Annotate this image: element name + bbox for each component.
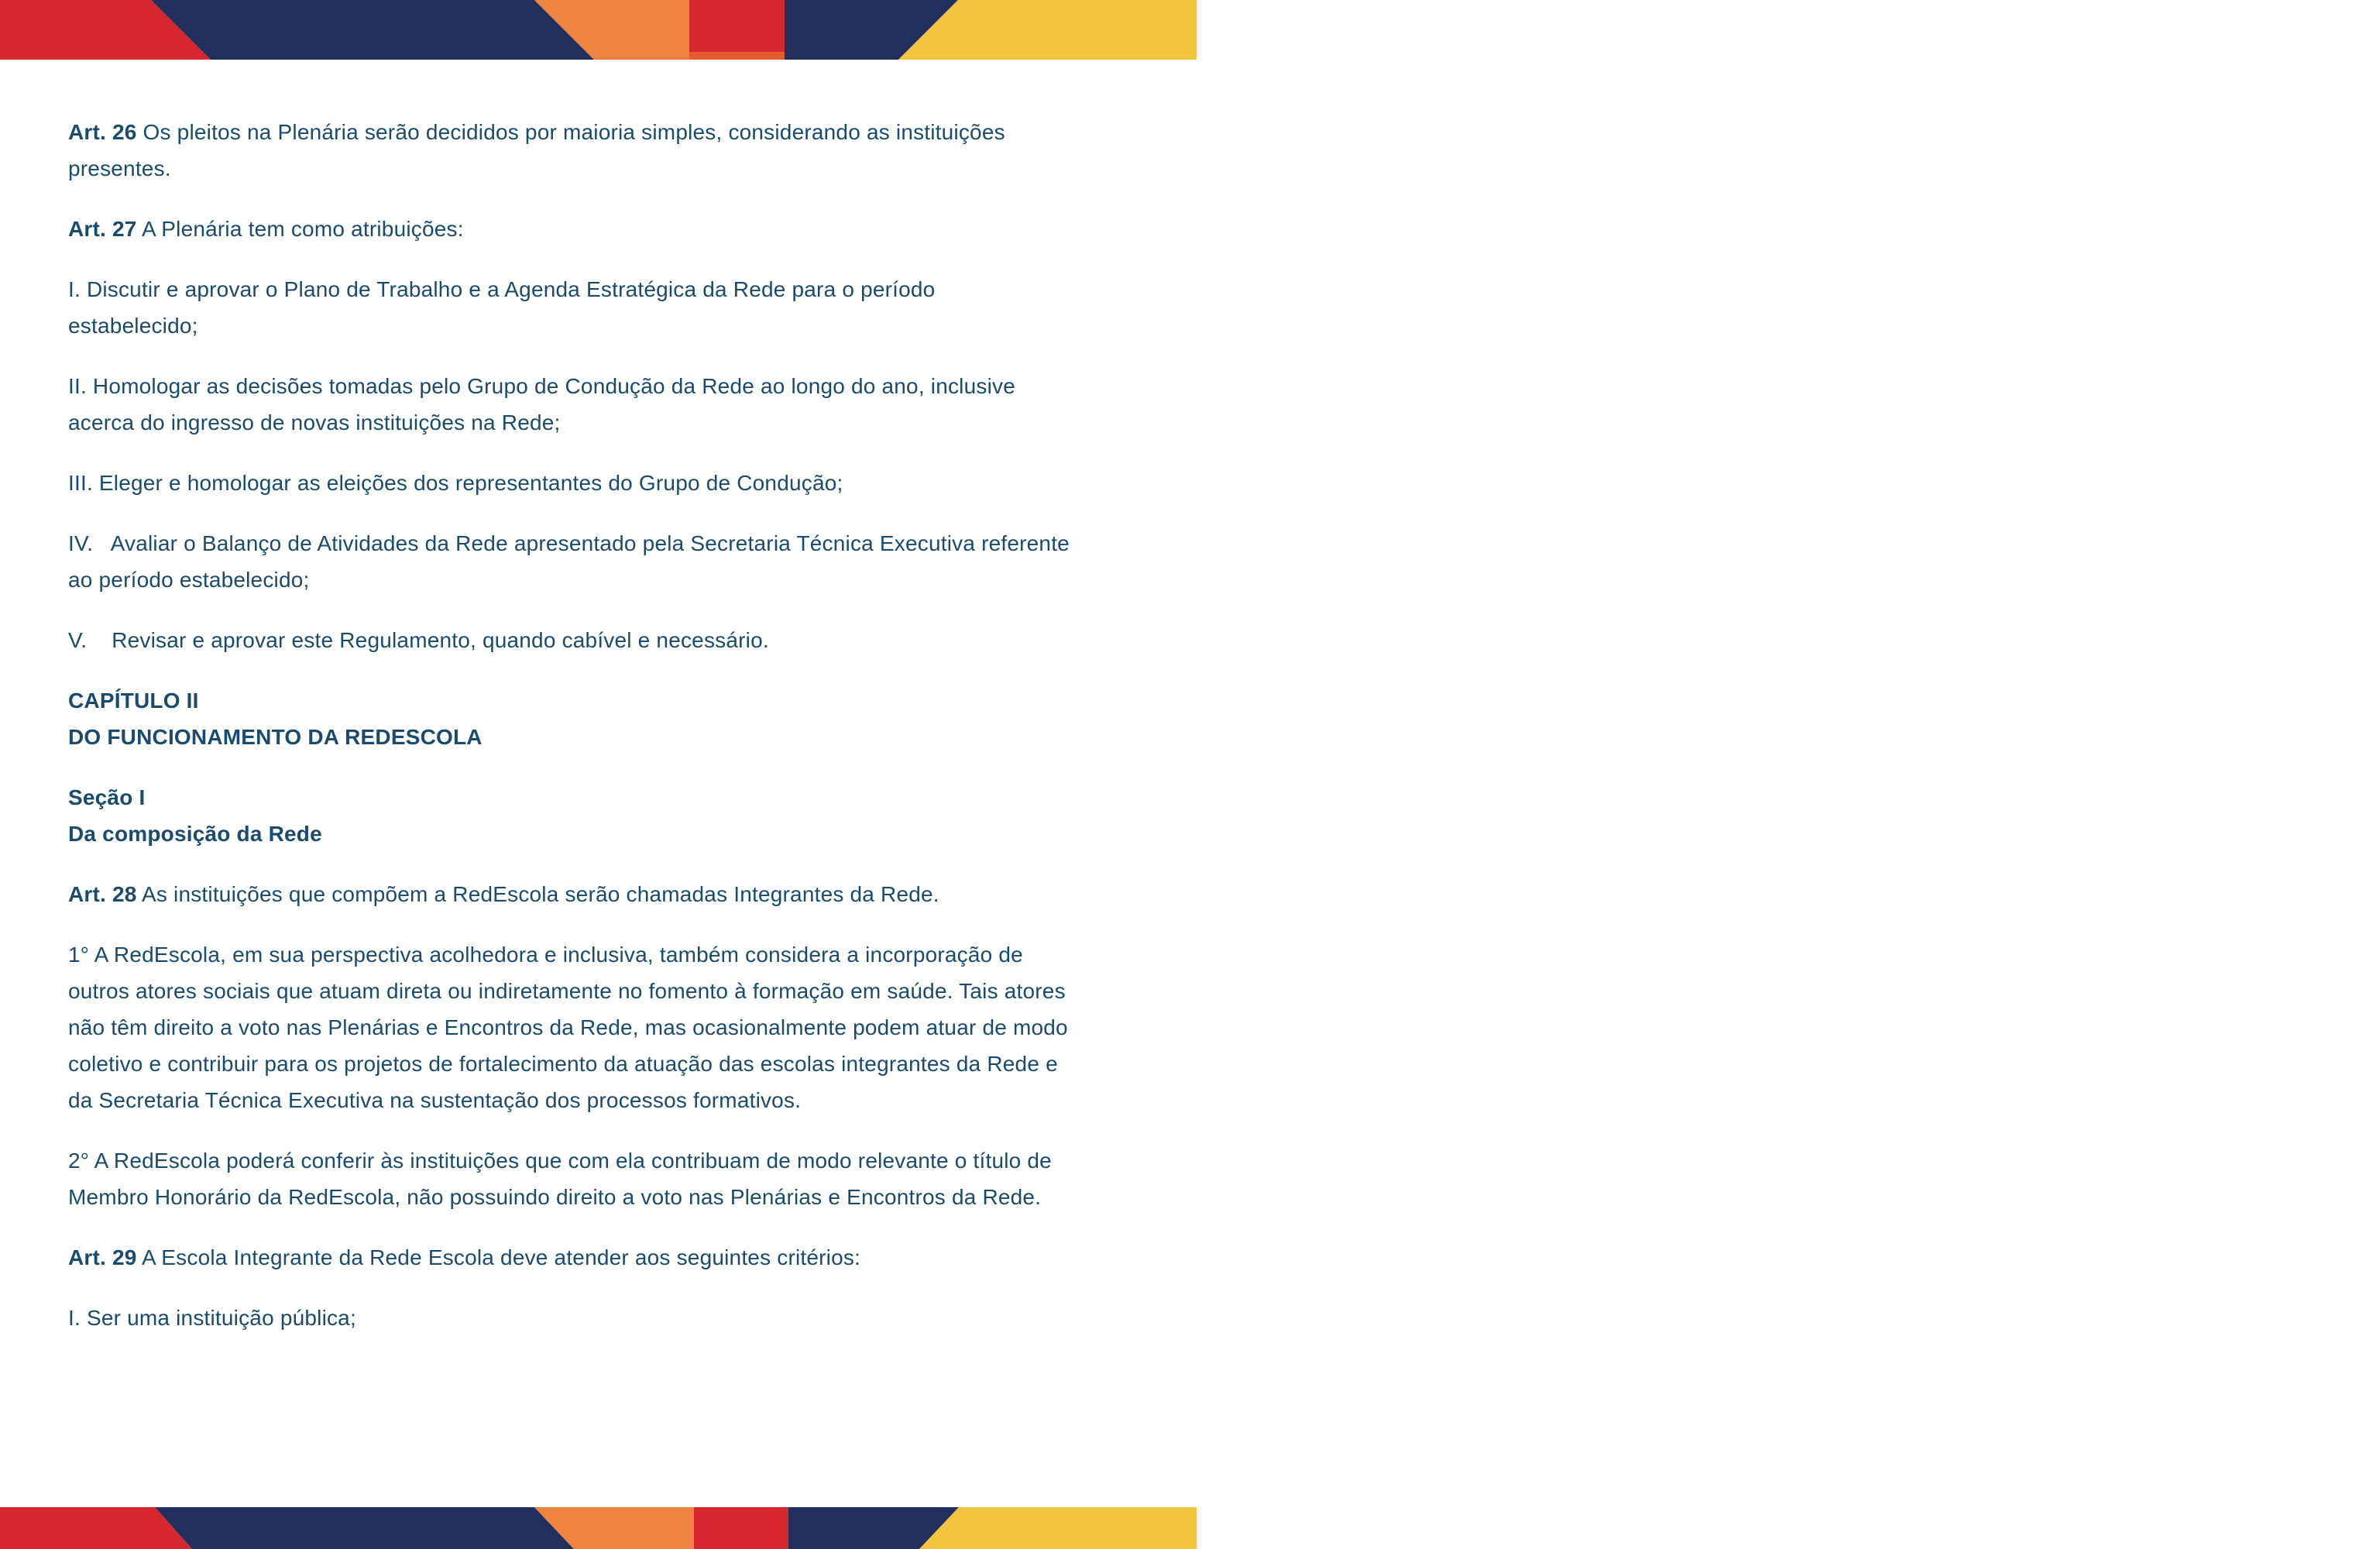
paragraph-text: III. Eleger e homologar as eleições dos representantes do Grupo de Condução;	[68, 471, 843, 495]
paragraph-text: A Escola Integrante da Rede Escola deve atender aos seguintes critérios:	[136, 1245, 861, 1269]
ensp-name-line1: ESCOLA NACIONAL DE SAÚDE PÚBLICA	[2277, 36, 2314, 43]
paragraph-text: As instituições que compõem a RedEscola serão chamadas Integrantes da Rede.	[136, 882, 939, 906]
paragraph	[68, 211, 1071, 247]
redescola-logo	[2182, 18, 2280, 38]
paragraph	[68, 1239, 1071, 1276]
article-number: Art. 26	[68, 120, 137, 144]
ensp-name-line2: SERGIO AROUCA	[2281, 43, 2310, 47]
redescola-wordmark: REDESCOLA	[2182, 18, 2272, 33]
paragraph-text: II. Homologar as decisões tomadas pelo Grupo de Condução da Rede ao longo do ano, inclusive acerca do ingresso de novas instituições na Rede;	[68, 374, 1022, 434]
paragraph-text: Os pleitos na Plenária serão decididos por maioria simples, considerando as instituições presentes.	[68, 120, 1011, 180]
paragraph	[68, 525, 1076, 598]
paragraph-text: I. Ser uma instituição pública;	[68, 1306, 356, 1330]
ensp-logo	[2272, 9, 2320, 53]
paragraph	[68, 465, 1071, 501]
paragraph-text: A Plenária tem como atribuições:	[136, 217, 464, 241]
paragraph-text: 2° A RedEscola poderá conferir às instituições que com ela contribuam de modo relevante o título de Membro Honorário da RedEscola, não possuindo direito a voto nas Plenárias e Encontros da Rede.	[68, 1149, 1058, 1209]
paragraph	[68, 1300, 1071, 1336]
fiocruz-logo	[2326, 8, 2380, 50]
paragraph	[68, 368, 1071, 441]
paragraph-text: I. Discutir e aprovar o Plano de Trabalho e a Agenda Estratégica da Rede para o período estabelecido;	[68, 277, 942, 338]
section-heading	[68, 682, 1071, 755]
ensp-people-icon	[2272, 9, 2320, 33]
article-number: Art. 27	[68, 217, 137, 241]
redescola-tagline: REDE BRASILEIRA DE ESCOLAS DE SAÚDE PÚBLICA	[2182, 34, 2280, 38]
footer-band	[0, 1507, 1197, 1549]
header-band	[0, 0, 2380, 60]
paragraph	[68, 622, 1071, 658]
document-body	[68, 60, 1076, 1360]
heading-line: Seção I	[68, 785, 146, 809]
fiocruz-castle-icon	[2336, 8, 2370, 36]
paragraph	[68, 114, 1071, 187]
heading-line: DO FUNCIONAMENTO DA REDESCOLA	[68, 725, 483, 749]
paragraph	[68, 876, 1071, 912]
ensp-acronym: ENSP	[2286, 47, 2306, 53]
paragraph-text: 1° A RedEscola, em sua perspectiva acolhedora e inclusiva, também considera a incorporação de outros atores sociais que atuam direta ou indiretamente no fomento à formação em saúde. Tais atores não têm direito a voto nas Plenárias e Encontros da Rede, mas ocasionalmente podem atuar de modo coletivo e contribuir para os projetos de fortalecimento da atuação das escolas integrantes da Rede e da Secretaria Técnica Executiva na sustentação dos processos formativos.	[68, 943, 1074, 1112]
fiocruz-label: FIOCRUZ	[2326, 38, 2380, 49]
paragraph-text: IV. Avaliar o Balanço de Atividades da Rede apresentado pela Secretaria Técnica Executiva referente ao período estabelecido;	[68, 531, 1076, 592]
section-heading	[68, 779, 1071, 852]
paragraph	[68, 271, 1071, 344]
article-number: Art. 29	[68, 1245, 137, 1269]
paragraph	[68, 1142, 1071, 1215]
paragraph-text: V. Revisar e aprovar este Regulamento, quando cabível e necessário.	[68, 628, 769, 652]
heading-line: Da composição da Rede	[68, 822, 322, 846]
paragraph	[68, 936, 1074, 1118]
article-number: Art. 28	[68, 882, 137, 906]
heading-line: CAPÍTULO II	[68, 689, 199, 713]
